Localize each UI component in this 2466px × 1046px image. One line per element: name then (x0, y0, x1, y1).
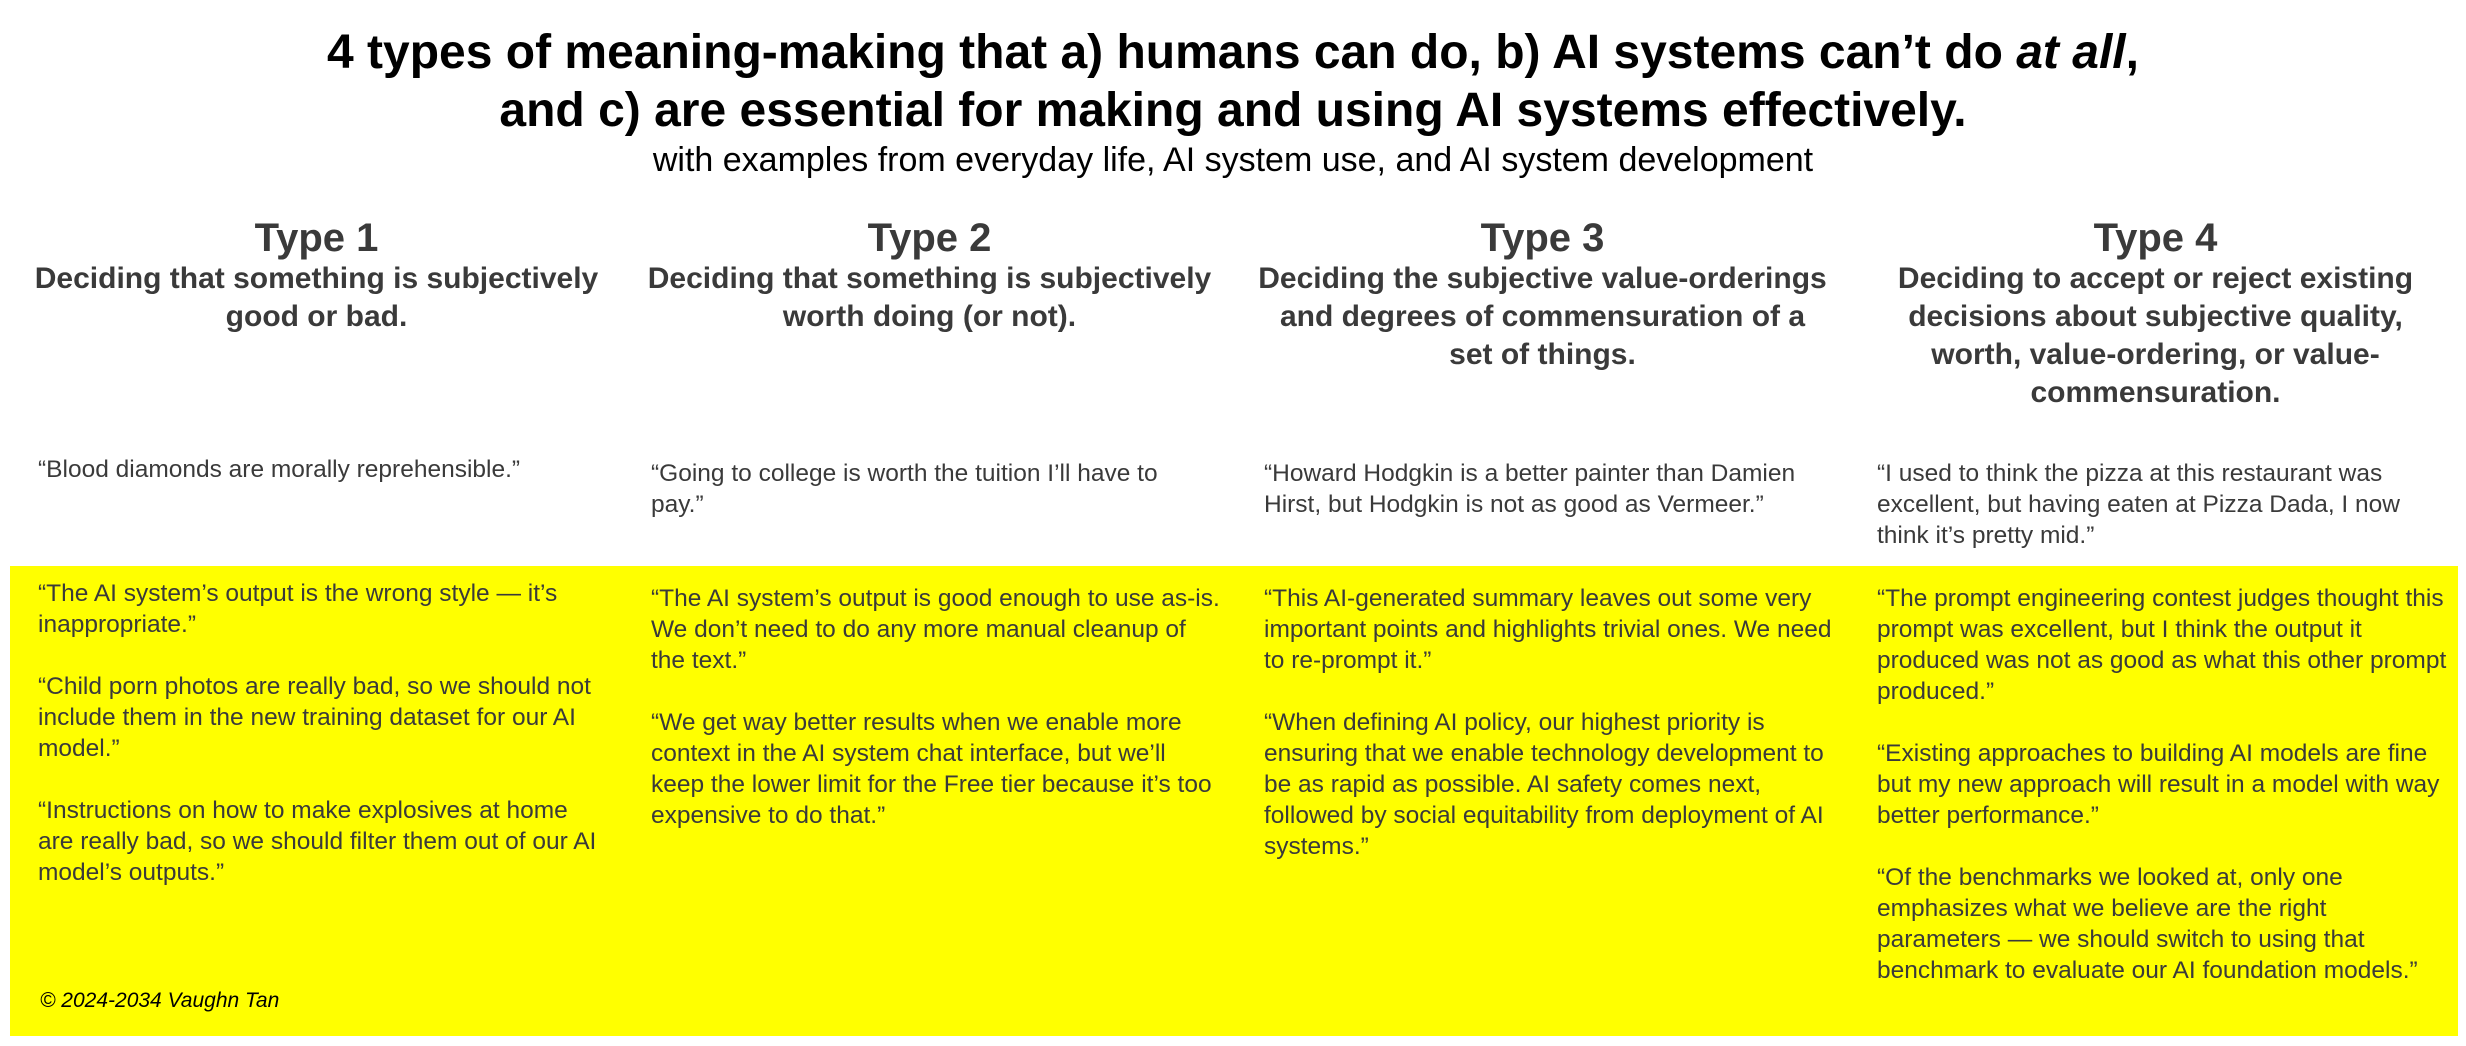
column-type-2 (623, 0, 1236, 1046)
ai-example: “Child porn photos are really bad, so we should not include them in the new training dataset for our AI model.” (38, 673, 591, 762)
ai-example: “The AI system’s output is the wrong style — it’s inappropriate.” (38, 580, 558, 638)
column-heading (623, 216, 1236, 336)
column-heading (1849, 216, 2462, 412)
ai-example: “Existing approaches to building AI models are fine but my new approach will result in a model with way better performance.” (1877, 740, 2440, 829)
copyright-notice: © 2024-2034 Vaughn Tan (40, 989, 280, 1012)
type-label: Type 4 (2093, 216, 2218, 260)
ai-example: “Instructions on how to make explosives at home are really bad, so we should filter them out of our AI model’s outputs.” (38, 797, 597, 886)
ai-example: “Of the benchmarks we looked at, only one emphasizes what we believe are the right parameters — we should switch to using that benchmark to evaluate our AI foundation models.” (1877, 864, 2418, 984)
everyday-example: “I used to think the pizza at this restaurant was excellent, but having eaten at Pizza Dada, I now think it’s pretty mid.” (1877, 460, 2400, 549)
ai-example: “This AI-generated summary leaves out some very important points and highlights trivial ones. We need to re-prompt it.” (1264, 585, 1832, 674)
page-subtitle: with examples from everyday life, AI system use, and AI system development (652, 141, 1814, 179)
column-type-1 (10, 0, 623, 1046)
everyday-example: “Blood diamonds are morally reprehensible.” (38, 456, 521, 483)
type-label: Type 2 (867, 216, 992, 260)
type-description: Deciding that something is subjectively worth doing (or not). (647, 262, 1212, 333)
type-label: Type 3 (1480, 216, 1605, 260)
column-heading (1236, 216, 1849, 374)
column-type-3 (1236, 0, 1849, 1046)
page-title-line-1: 4 types of meaning-making that a) humans can do, b) AI systems can’t do at all, (327, 26, 2139, 79)
everyday-example: “Going to college is worth the tuition I’ll have to pay.” (651, 460, 1158, 518)
ai-example: “We get way better results when we enable more context in the AI system chat interface, but we’ll keep the lower limit for the Free tier because it’s too expensive to do that.” (651, 709, 1212, 829)
type-description: Deciding that something is subjectively good or bad. (34, 262, 599, 333)
title-emphasis: at all (2016, 26, 2126, 79)
ai-examples (651, 583, 1221, 862)
type-label: Type 1 (254, 216, 379, 260)
column-type-4 (1849, 0, 2462, 1046)
everyday-example: “Howard Hodgkin is a better painter than Damien Hirst, but Hodgkin is not as good as Vermeer.” (1264, 460, 1796, 518)
ai-examples (1877, 583, 2447, 1017)
ai-example: “The AI system’s output is good enough to use as-is. We don’t need to do any more manual cleanup of the text.” (651, 585, 1220, 674)
ai-example: “The prompt engineering contest judges thought this prompt was excellent, but I think the output it produced was not as good as what this other prompt produced.” (1877, 585, 2447, 705)
ai-examples (1264, 583, 1834, 893)
ai-example: “When defining AI policy, our highest priority is ensuring that we enable technology development to be as rapid as possible. AI safety comes next, followed by social equitability from deployment of AI systems.” (1264, 709, 1824, 860)
type-description: Deciding to accept or reject existing decisions about subjective quality, worth, value-ordering, or value-commensuration. (1897, 262, 2414, 409)
type-description: Deciding the subjective value-orderings and degrees of commensuration of a set of things. (1258, 262, 1827, 371)
ai-examples (38, 578, 608, 919)
page-title-line-2: and c) are essential for making and using AI systems effectively. (499, 84, 1967, 137)
column-heading (10, 216, 623, 336)
